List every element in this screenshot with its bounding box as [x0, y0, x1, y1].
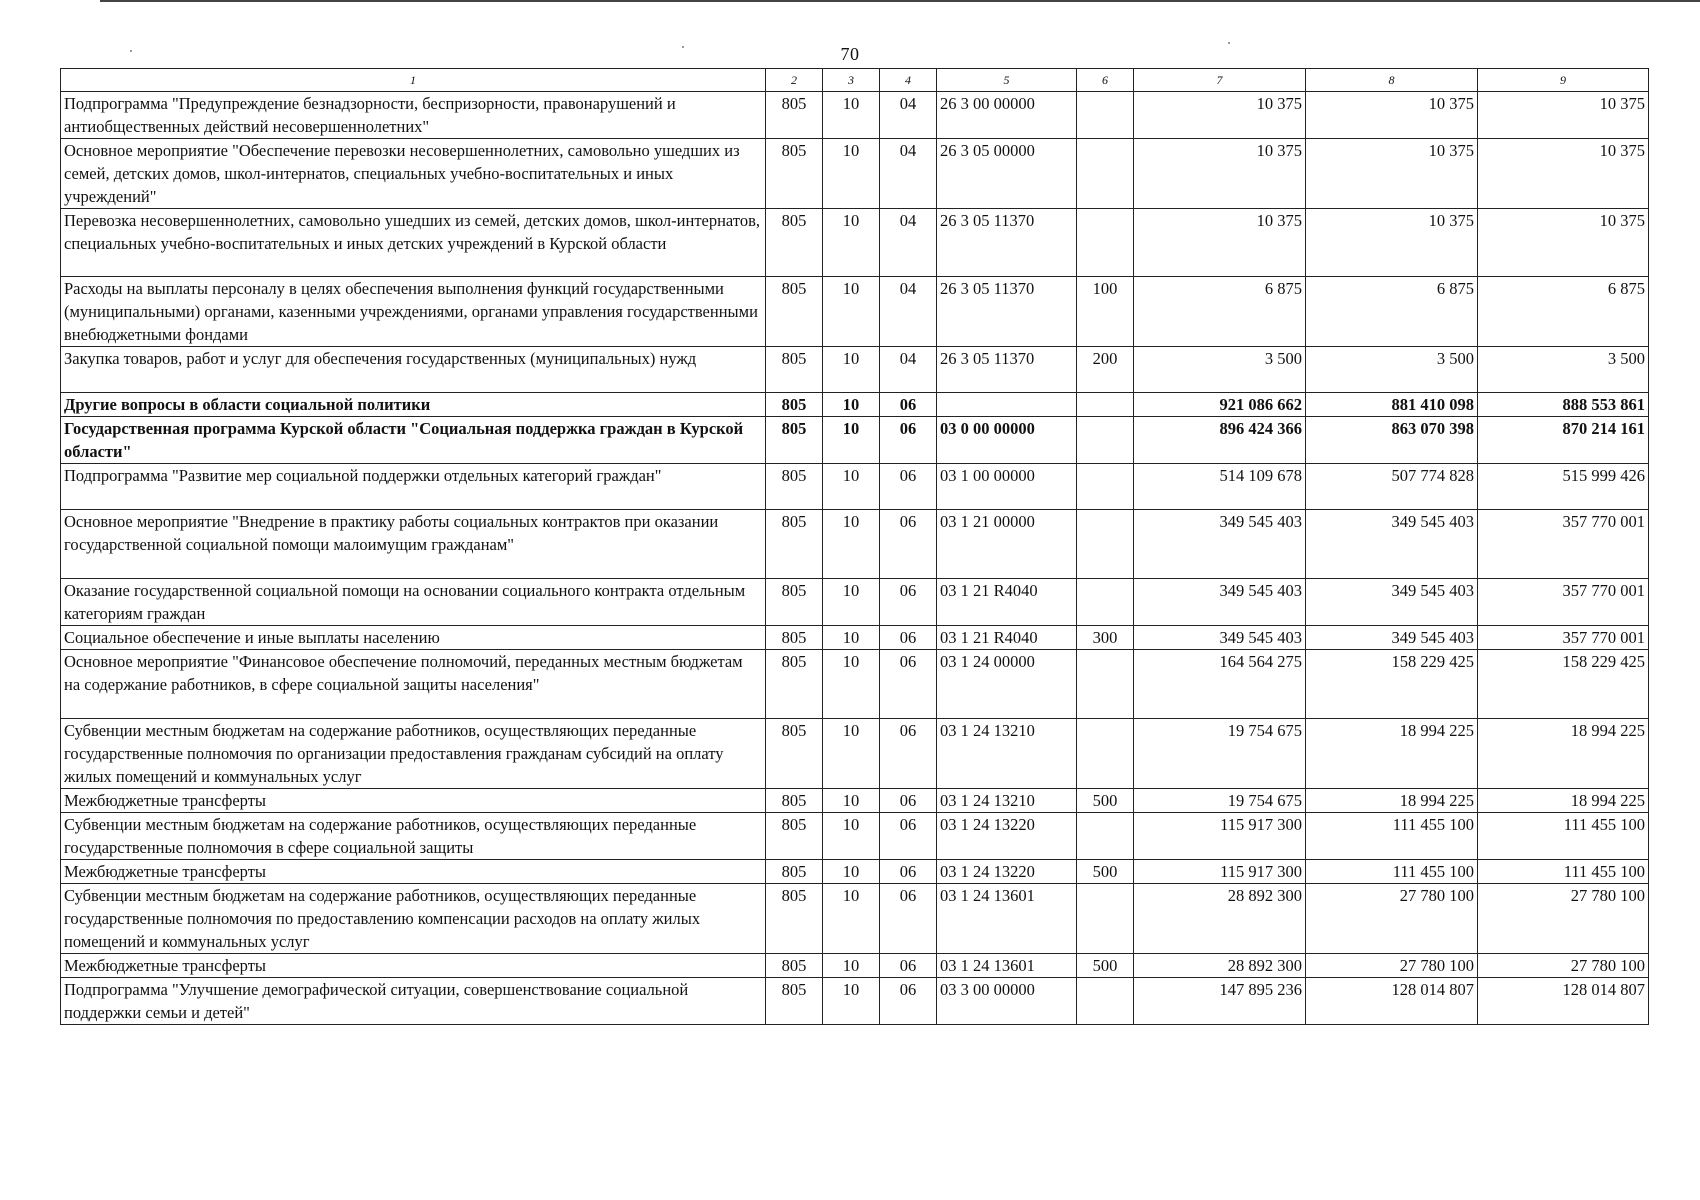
ministry-code: 805	[766, 813, 823, 860]
amount-year-1: 921 086 662	[1134, 393, 1306, 417]
target-article-code: 26 3 00 00000	[937, 92, 1077, 139]
column-number-row	[61, 69, 1649, 92]
row-description: Социальное обеспечение и иные выплаты населению	[61, 626, 766, 650]
ministry-code: 805	[766, 510, 823, 579]
amount-year-2: 128 014 807	[1306, 978, 1478, 1025]
expense-type-code	[1077, 813, 1134, 860]
section-code: 10	[823, 417, 880, 464]
amount-year-2: 158 229 425	[1306, 650, 1478, 719]
amount-year-2: 18 994 225	[1306, 789, 1478, 813]
ministry-code: 805	[766, 719, 823, 789]
section-code: 10	[823, 884, 880, 954]
amount-year-3: 10 375	[1478, 139, 1649, 209]
amount-year-1: 514 109 678	[1134, 464, 1306, 510]
target-article-code: 03 1 24 13210	[937, 789, 1077, 813]
amount-year-2: 507 774 828	[1306, 464, 1478, 510]
subsection-code: 06	[880, 626, 937, 650]
amount-year-2: 27 780 100	[1306, 884, 1478, 954]
expense-type-code	[1077, 92, 1134, 139]
subsection-code: 06	[880, 719, 937, 789]
target-article-code: 26 3 05 11370	[937, 277, 1077, 347]
section-code: 10	[823, 92, 880, 139]
amount-year-3: 10 375	[1478, 209, 1649, 277]
subsection-code: 04	[880, 209, 937, 277]
ministry-code: 805	[766, 209, 823, 277]
ministry-code: 805	[766, 789, 823, 813]
column-number-5: 5	[937, 69, 1077, 92]
subsection-code: 06	[880, 650, 937, 719]
ministry-code: 805	[766, 92, 823, 139]
subsection-code: 04	[880, 139, 937, 209]
target-article-code: 03 1 21 R4040	[937, 579, 1077, 626]
table-row	[61, 884, 1649, 954]
amount-year-2: 10 375	[1306, 92, 1478, 139]
subsection-code: 06	[880, 884, 937, 954]
ministry-code: 805	[766, 139, 823, 209]
row-description: Основное мероприятие "Обеспечение перевозки несовершеннолетних, самовольно ушедших из семей, детских домов, школ-интернатов, специальных учебно-воспитательных и иных учреждений"	[61, 139, 766, 209]
expense-type-code	[1077, 510, 1134, 579]
expense-type-code	[1077, 139, 1134, 209]
amount-year-3: 158 229 425	[1478, 650, 1649, 719]
top-border-line	[100, 0, 1700, 2]
ministry-code: 805	[766, 860, 823, 884]
column-number-9: 9	[1478, 69, 1649, 92]
subsection-code: 04	[880, 92, 937, 139]
expense-type-code	[1077, 417, 1134, 464]
table-row	[61, 510, 1649, 579]
table-row	[61, 417, 1649, 464]
budget-table	[60, 68, 1649, 1025]
subsection-code: 04	[880, 347, 937, 393]
amount-year-3: 111 455 100	[1478, 813, 1649, 860]
table-row	[61, 954, 1649, 978]
section-code: 10	[823, 209, 880, 277]
row-description: Расходы на выплаты персоналу в целях обеспечения выполнения функций государственными (муниципальными) органами, казенными учреждениями, органами управления государственными внебюджетными фондами	[61, 277, 766, 347]
amount-year-3: 6 875	[1478, 277, 1649, 347]
section-code: 10	[823, 860, 880, 884]
expense-type-code: 300	[1077, 626, 1134, 650]
row-description: Основное мероприятие "Финансовое обеспечение полномочий, переданных местным бюджетам на содержание работников, в сфере социальной защиты населения"	[61, 650, 766, 719]
ministry-code: 805	[766, 626, 823, 650]
table-row	[61, 277, 1649, 347]
subsection-code: 06	[880, 789, 937, 813]
amount-year-3: 357 770 001	[1478, 579, 1649, 626]
row-description: Другие вопросы в области социальной политики	[61, 393, 766, 417]
subsection-code: 06	[880, 510, 937, 579]
amount-year-2: 863 070 398	[1306, 417, 1478, 464]
amount-year-3: 27 780 100	[1478, 884, 1649, 954]
section-code: 10	[823, 277, 880, 347]
row-description: Межбюджетные трансферты	[61, 860, 766, 884]
target-article-code: 03 0 00 00000	[937, 417, 1077, 464]
amount-year-3: 111 455 100	[1478, 860, 1649, 884]
section-code: 10	[823, 650, 880, 719]
amount-year-1: 115 917 300	[1134, 860, 1306, 884]
table-row	[61, 860, 1649, 884]
table-row	[61, 347, 1649, 393]
expense-type-code	[1077, 393, 1134, 417]
target-article-code: 26 3 05 00000	[937, 139, 1077, 209]
amount-year-2: 27 780 100	[1306, 954, 1478, 978]
amount-year-3: 357 770 001	[1478, 510, 1649, 579]
ministry-code: 805	[766, 277, 823, 347]
amount-year-1: 115 917 300	[1134, 813, 1306, 860]
row-description: Подпрограмма "Развитие мер социальной поддержки отдельных категорий граждан"	[61, 464, 766, 510]
row-description: Субвенции местным бюджетам на содержание работников, осуществляющих переданные государственные полномочия в сфере социальной защиты	[61, 813, 766, 860]
row-description: Подпрограмма "Предупреждение безнадзорности, беспризорности, правонарушений и антиобщественных действий несовершеннолетних"	[61, 92, 766, 139]
target-article-code: 03 1 24 13601	[937, 954, 1077, 978]
target-article-code: 03 1 00 00000	[937, 464, 1077, 510]
column-number-1: 1	[61, 69, 766, 92]
amount-year-3: 888 553 861	[1478, 393, 1649, 417]
ministry-code: 805	[766, 417, 823, 464]
amount-year-2: 349 545 403	[1306, 510, 1478, 579]
section-code: 10	[823, 393, 880, 417]
ministry-code: 805	[766, 464, 823, 510]
target-article-code: 03 3 00 00000	[937, 978, 1077, 1025]
amount-year-2: 18 994 225	[1306, 719, 1478, 789]
section-code: 10	[823, 626, 880, 650]
subsection-code: 06	[880, 393, 937, 417]
amount-year-1: 164 564 275	[1134, 650, 1306, 719]
table-row	[61, 626, 1649, 650]
amount-year-1: 349 545 403	[1134, 579, 1306, 626]
amount-year-3: 18 994 225	[1478, 789, 1649, 813]
expense-type-code	[1077, 884, 1134, 954]
amount-year-2: 10 375	[1306, 209, 1478, 277]
table-row	[61, 209, 1649, 277]
amount-year-3: 3 500	[1478, 347, 1649, 393]
row-description: Основное мероприятие "Внедрение в практику работы социальных контрактов при оказании государственной социальной помощи малоимущим гражданам"	[61, 510, 766, 579]
target-article-code: 03 1 24 13210	[937, 719, 1077, 789]
expense-type-code: 500	[1077, 789, 1134, 813]
amount-year-1: 349 545 403	[1134, 510, 1306, 579]
amount-year-1: 349 545 403	[1134, 626, 1306, 650]
ministry-code: 805	[766, 579, 823, 626]
amount-year-1: 19 754 675	[1134, 789, 1306, 813]
column-number-6: 6	[1077, 69, 1134, 92]
expense-type-code: 500	[1077, 860, 1134, 884]
amount-year-2: 111 455 100	[1306, 813, 1478, 860]
section-code: 10	[823, 347, 880, 393]
ministry-code: 805	[766, 347, 823, 393]
row-description: Подпрограмма "Улучшение демографической ситуации, совершенствование социальной поддержки семьи и детей"	[61, 978, 766, 1025]
ministry-code: 805	[766, 954, 823, 978]
table-row	[61, 978, 1649, 1025]
ministry-code: 805	[766, 650, 823, 719]
amount-year-3: 10 375	[1478, 92, 1649, 139]
section-code: 10	[823, 954, 880, 978]
expense-type-code	[1077, 209, 1134, 277]
amount-year-1: 28 892 300	[1134, 884, 1306, 954]
column-number-4: 4	[880, 69, 937, 92]
amount-year-1: 10 375	[1134, 209, 1306, 277]
section-code: 10	[823, 813, 880, 860]
amount-year-3: 18 994 225	[1478, 719, 1649, 789]
section-code: 10	[823, 789, 880, 813]
column-number-8: 8	[1306, 69, 1478, 92]
amount-year-1: 147 895 236	[1134, 978, 1306, 1025]
table-row	[61, 92, 1649, 139]
amount-year-1: 19 754 675	[1134, 719, 1306, 789]
amount-year-3: 357 770 001	[1478, 626, 1649, 650]
amount-year-1: 28 892 300	[1134, 954, 1306, 978]
amount-year-2: 3 500	[1306, 347, 1478, 393]
section-code: 10	[823, 510, 880, 579]
expense-type-code	[1077, 719, 1134, 789]
column-number-7: 7	[1134, 69, 1306, 92]
page-number: 70	[840, 44, 860, 64]
table-row	[61, 813, 1649, 860]
subsection-code: 06	[880, 579, 937, 626]
amount-year-2: 881 410 098	[1306, 393, 1478, 417]
amount-year-1: 10 375	[1134, 139, 1306, 209]
amount-year-1: 3 500	[1134, 347, 1306, 393]
amount-year-2: 6 875	[1306, 277, 1478, 347]
target-article-code: 26 3 05 11370	[937, 347, 1077, 393]
subsection-code: 06	[880, 978, 937, 1025]
subsection-code: 04	[880, 277, 937, 347]
amount-year-3: 128 014 807	[1478, 978, 1649, 1025]
subsection-code: 06	[880, 860, 937, 884]
amount-year-2: 349 545 403	[1306, 626, 1478, 650]
row-description: Межбюджетные трансферты	[61, 789, 766, 813]
amount-year-1: 896 424 366	[1134, 417, 1306, 464]
section-code: 10	[823, 464, 880, 510]
target-article-code: 03 1 24 00000	[937, 650, 1077, 719]
subsection-code: 06	[880, 813, 937, 860]
target-article-code: 03 1 24 13220	[937, 860, 1077, 884]
amount-year-1: 6 875	[1134, 277, 1306, 347]
row-description: Государственная программа Курской области "Социальная поддержка граждан в Курской области"	[61, 417, 766, 464]
amount-year-2: 10 375	[1306, 139, 1478, 209]
row-description: Межбюджетные трансферты	[61, 954, 766, 978]
subsection-code: 06	[880, 464, 937, 510]
ministry-code: 805	[766, 978, 823, 1025]
table-row	[61, 139, 1649, 209]
expense-type-code: 100	[1077, 277, 1134, 347]
amount-year-2: 349 545 403	[1306, 579, 1478, 626]
row-description: Перевозка несовершеннолетних, самовольно ушедших из семей, детских домов, школ-интернатов, специальных учебно-воспитательных и иных детских учреждений в Курской области	[61, 209, 766, 277]
amount-year-3: 870 214 161	[1478, 417, 1649, 464]
expense-type-code: 500	[1077, 954, 1134, 978]
ministry-code: 805	[766, 884, 823, 954]
expense-type-code	[1077, 650, 1134, 719]
subsection-code: 06	[880, 417, 937, 464]
table-row	[61, 719, 1649, 789]
row-description: Закупка товаров, работ и услуг для обеспечения государственных (муниципальных) нужд	[61, 347, 766, 393]
target-article-code	[937, 393, 1077, 417]
table-row	[61, 789, 1649, 813]
target-article-code: 03 1 24 13220	[937, 813, 1077, 860]
section-code: 10	[823, 139, 880, 209]
amount-year-3: 27 780 100	[1478, 954, 1649, 978]
table-row	[61, 464, 1649, 510]
expense-type-code	[1077, 464, 1134, 510]
target-article-code: 03 1 24 13601	[937, 884, 1077, 954]
amount-year-3: 515 999 426	[1478, 464, 1649, 510]
expense-type-code: 200	[1077, 347, 1134, 393]
target-article-code: 03 1 21 00000	[937, 510, 1077, 579]
target-article-code: 26 3 05 11370	[937, 209, 1077, 277]
table-row	[61, 650, 1649, 719]
column-number-2: 2	[766, 69, 823, 92]
table-row	[61, 579, 1649, 626]
section-code: 10	[823, 579, 880, 626]
row-description: Субвенции местным бюджетам на содержание работников, осуществляющих переданные государственные полномочия по организации предоставления гражданам субсидий на оплату жилых помещений и коммунальных услуг	[61, 719, 766, 789]
subsection-code: 06	[880, 954, 937, 978]
row-description: Оказание государственной социальной помощи на основании социального контракта отдельным категориям граждан	[61, 579, 766, 626]
amount-year-1: 10 375	[1134, 92, 1306, 139]
amount-year-2: 111 455 100	[1306, 860, 1478, 884]
section-code: 10	[823, 719, 880, 789]
target-article-code: 03 1 21 R4040	[937, 626, 1077, 650]
expense-type-code	[1077, 978, 1134, 1025]
section-code: 10	[823, 978, 880, 1025]
table-row	[61, 393, 1649, 417]
ministry-code: 805	[766, 393, 823, 417]
column-number-3: 3	[823, 69, 880, 92]
expense-type-code	[1077, 579, 1134, 626]
row-description: Субвенции местным бюджетам на содержание работников, осуществляющих переданные государственные полномочия по предоставлению компенсации расходов на оплату жилых помещений и коммунальных услуг	[61, 884, 766, 954]
